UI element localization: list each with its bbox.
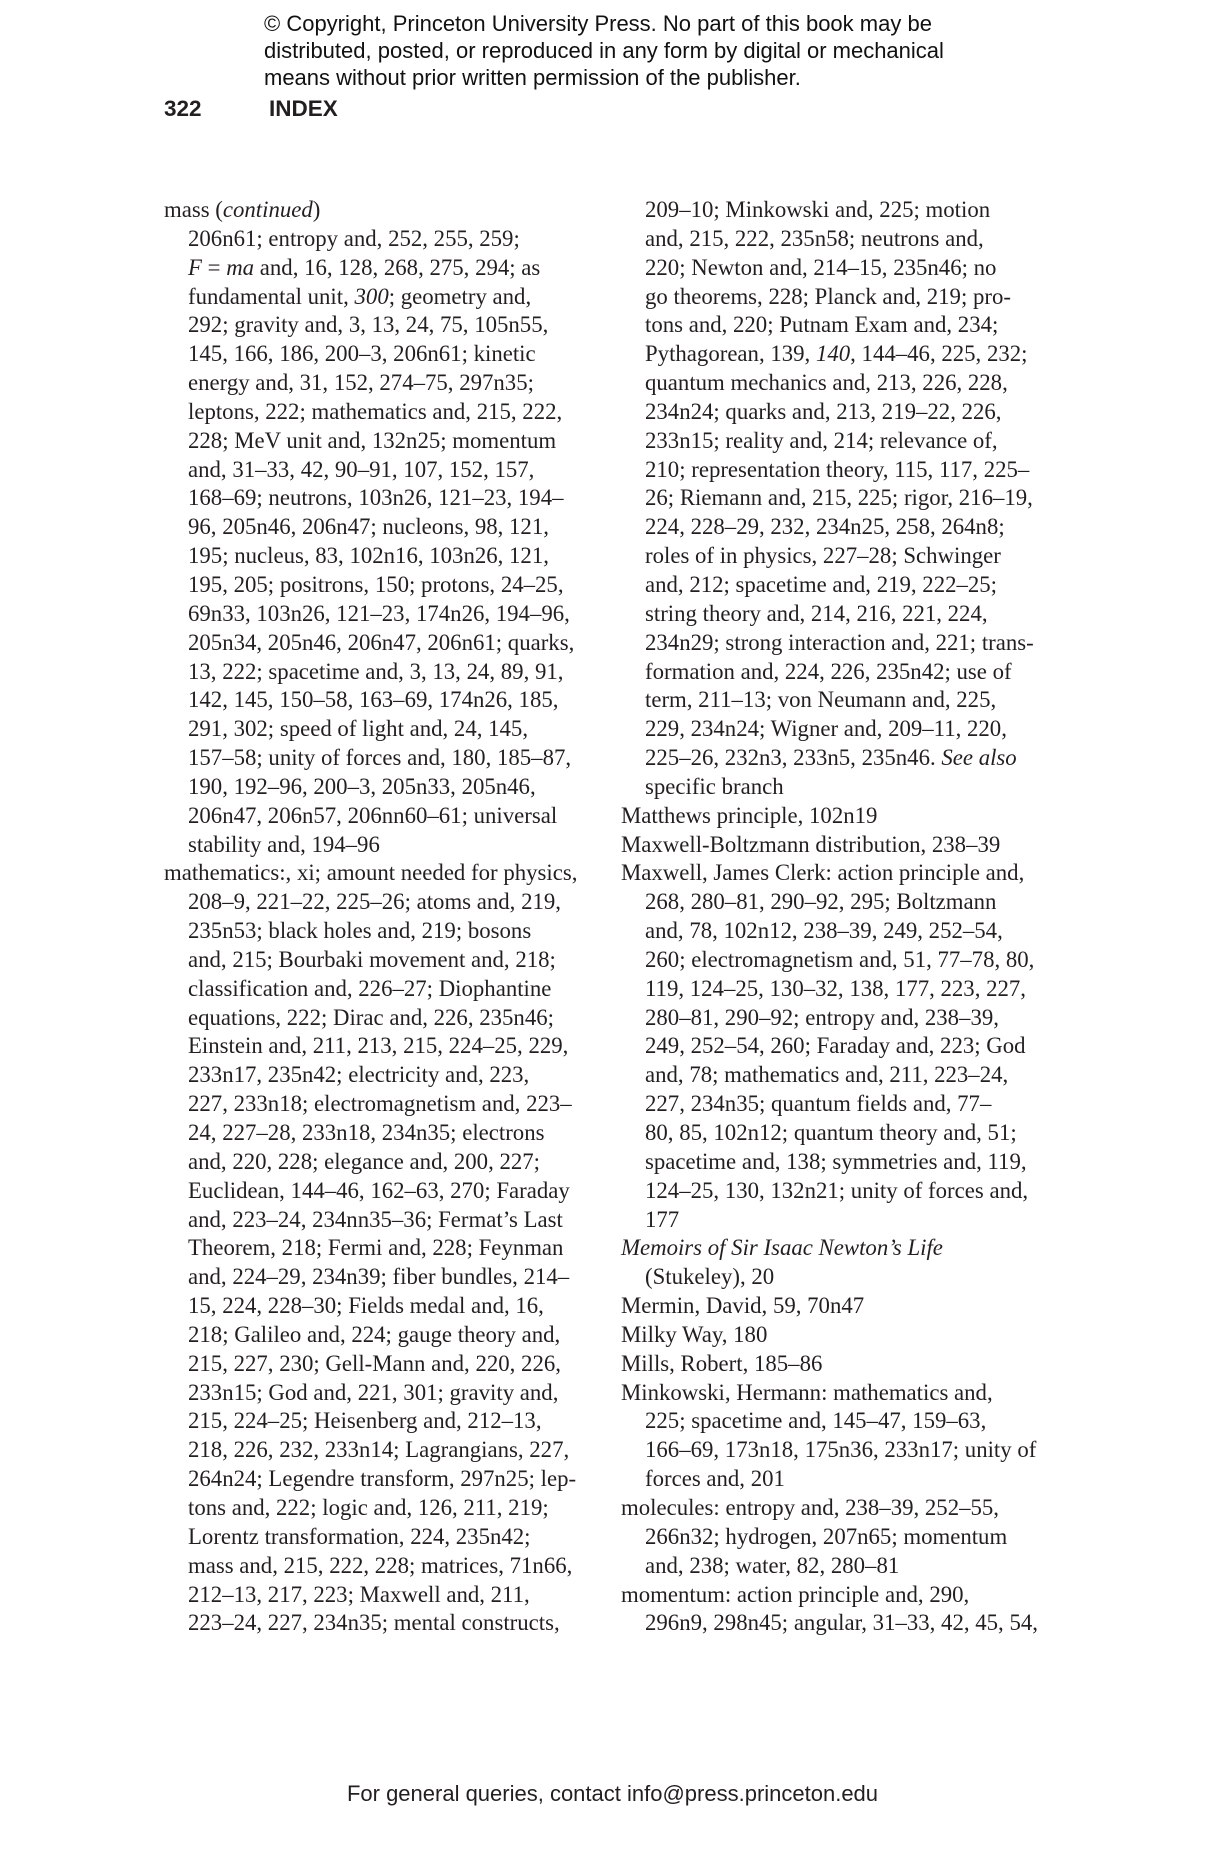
text: Lorentz transformation, 224, 235n42;: [188, 1523, 531, 1549]
text: 234n24; quarks and, 213, 219–22, 226,: [645, 398, 1002, 424]
index-subentry-line: [621, 975, 1061, 1004]
index-subentry-line: [164, 225, 604, 254]
text: formation and, 224, 226, 235n42; use of: [645, 658, 1012, 684]
index-subentry-line: [621, 1032, 1061, 1061]
index-subentry-line: [164, 456, 604, 485]
index-subentry-line: [621, 1119, 1061, 1148]
index-subentry-line: [621, 1609, 1061, 1638]
text: 233n15; God and, 221, 301; gravity and,: [188, 1379, 559, 1405]
text: and, 78, 102n12, 238–39, 249, 252–54,: [645, 918, 1003, 944]
text: (Stukeley), 20: [645, 1264, 775, 1290]
text: 210; representation theory, 115, 117, 225–: [645, 456, 1030, 482]
text: 224, 228–29, 232, 234n25, 258, 264n8;: [645, 514, 1005, 540]
text: 195, 205; positrons, 150; protons, 24–25,: [188, 571, 564, 597]
index-subentry-line: [621, 946, 1061, 975]
text: and, 215, 222, 235n58; neutrons and,: [645, 225, 984, 251]
index-subentry-line: [621, 340, 1061, 369]
text: Mermin, David, 59, 70n47: [621, 1293, 865, 1319]
copyright-line: distributed, posted, or reproduced in any form by digital or mechanical: [264, 38, 944, 63]
index-subentry-line: [164, 1494, 604, 1523]
text: 291, 302; speed of light and, 24, 145,: [188, 716, 529, 742]
text: Maxwell, James Clerk: action principle and,: [621, 860, 1025, 886]
text: 13, 222; spacetime and, 3, 13, 24, 89, 91,: [188, 658, 564, 684]
text: 206n61; entropy and, 252, 255, 259;: [188, 225, 520, 251]
index-entry-line: [621, 1494, 1061, 1523]
text: specific branch: [645, 773, 784, 799]
index-subentry-line: [164, 917, 604, 946]
text: 215, 227, 230; Gell-Mann and, 220, 226,: [188, 1350, 561, 1376]
index-subentry-line: [164, 542, 604, 571]
index-subentry-line: [164, 831, 604, 860]
text: mass and, 215, 222, 228; matrices, 71n66,: [188, 1552, 573, 1578]
index-entry-line: [621, 1350, 1061, 1379]
italic-text: continued: [222, 197, 313, 222]
index-subentry-line: [621, 542, 1061, 571]
index-subentry-line: [164, 888, 604, 917]
text: 228; MeV unit and, 132n25; momentum: [188, 427, 557, 453]
text: and, 238; water, 82, 280–81: [645, 1552, 900, 1578]
index-subentry-line: [164, 1609, 604, 1638]
text: Theorem, 218; Fermi and, 228; Feynman: [188, 1235, 564, 1261]
running-header: [164, 96, 338, 122]
italic-text: F: [188, 254, 202, 280]
text: 124–25, 130, 132n21; unity of forces and,: [645, 1177, 1029, 1203]
index-subentry-line: [621, 427, 1061, 456]
index-subentry-line: [164, 1004, 604, 1033]
index-subentry-line: [164, 686, 604, 715]
index-subentry-line: [621, 1436, 1061, 1465]
text: and, 220, 228; elegance and, 200, 227;: [188, 1148, 540, 1174]
index-entry-line: [621, 1234, 1061, 1263]
index-subentry-line: [621, 1552, 1061, 1581]
index-entry-line: [621, 859, 1061, 888]
index-subentry-line: [621, 1523, 1061, 1552]
text: 260; electromagnetism and, 51, 77–78, 80,: [645, 946, 1035, 972]
index-subentry-line: [164, 1263, 604, 1292]
index-subentry-line: [164, 1581, 604, 1610]
text: Maxwell-Boltzmann distribution, 238–39: [621, 831, 1001, 857]
index-subentry-line: [621, 254, 1061, 283]
index-entry-line: [621, 1581, 1061, 1610]
text: 212–13, 217, 223; Maxwell and, 211,: [188, 1581, 530, 1607]
index-subentry-line: [621, 513, 1061, 542]
text: leptons, 222; mathematics and, 215, 222,: [188, 398, 563, 424]
index-subentry-line: [621, 1407, 1061, 1436]
text: 142, 145, 150–58, 163–69, 174n26, 185,: [188, 687, 559, 713]
italic-text: 300: [354, 283, 389, 309]
index-subentry-line: [621, 600, 1061, 629]
copyright-line: © Copyright, Princeton University Press. No part of this book may be: [264, 11, 932, 36]
index-subentry-line: [164, 1177, 604, 1206]
text: 209–10; Minkowski and, 225; motion: [645, 197, 991, 222]
text: and, 215; Bourbaki movement and, 218;: [188, 946, 556, 972]
text: 15, 224, 228–30; Fields medal and, 16,: [188, 1293, 544, 1319]
text: classification and, 226–27; Diophantine: [188, 975, 552, 1001]
text: 177: [645, 1206, 680, 1232]
text: 218, 226, 232, 233n14; Lagrangians, 227,: [188, 1437, 570, 1463]
index-subentry-line: [164, 946, 604, 975]
text: 227, 233n18; electromagnetism and, 223–: [188, 1091, 572, 1117]
index-subentry-line: [164, 398, 604, 427]
index-subentry-line: [621, 1263, 1061, 1292]
index-subentry-line: [621, 1061, 1061, 1090]
index-subentry-line: [164, 629, 604, 658]
section-title: INDEX: [269, 96, 338, 121]
index-subentry-line: [164, 254, 604, 283]
index-subentry-line: [164, 1379, 604, 1408]
index-subentry-line: [621, 283, 1061, 312]
index-subentry-line: [164, 513, 604, 542]
text: Minkowski, Hermann: mathematics and,: [621, 1379, 993, 1405]
index-subentry-line: [621, 196, 1061, 225]
index-subentry-line: [164, 340, 604, 369]
index-subentry-line: [621, 1090, 1061, 1119]
index-subentry-line: [621, 715, 1061, 744]
index-subentry-line: [164, 1148, 604, 1177]
text: 223–24, 227, 234n35; mental constructs,: [188, 1610, 560, 1636]
index-subentry-line: [164, 744, 604, 773]
italic-text: 140: [815, 341, 851, 367]
text: 168–69; neutrons, 103n26, 121–23, 194–: [188, 485, 564, 511]
index-subentry-line: [621, 888, 1061, 917]
text: tons and, 222; logic and, 126, 211, 219;: [188, 1494, 549, 1520]
text: 69n33, 103n26, 121–23, 174n26, 194–96,: [188, 600, 570, 626]
index-subentry-line: [164, 1061, 604, 1090]
text: Euclidean, 144–46, 162–63, 270; Faraday: [188, 1177, 570, 1203]
index-subentry-line: [621, 658, 1061, 687]
text: 24, 227–28, 233n18, 234n35; electrons: [188, 1120, 545, 1145]
index-subentry-line: [621, 225, 1061, 254]
index-subentry-line: [164, 311, 604, 340]
index-subentry-line: [164, 369, 604, 398]
index-subentry-line: [621, 1465, 1061, 1494]
index-entry-line: [621, 1292, 1061, 1321]
italic-text: Memoirs of Sir Isaac Newton’s Life: [621, 1235, 943, 1261]
index-subentry-line: [164, 600, 604, 629]
text: 26; Riemann and, 215, 225; rigor, 216–19,: [645, 485, 1033, 511]
text: =: [201, 254, 227, 280]
text: 292; gravity and, 3, 13, 24, 75, 105n55,: [188, 312, 549, 338]
page-number: 322: [164, 96, 202, 121]
index-subentry-line: [621, 456, 1061, 485]
text: 233n17, 235n42; electricity and, 223,: [188, 1062, 530, 1088]
text: 195; nucleus, 83, 102n16, 103n26, 121,: [188, 543, 549, 569]
text: and, 224–29, 234n39; fiber bundles, 214–: [188, 1264, 570, 1290]
index-subentry-line: [164, 1234, 604, 1263]
index-entry-line: [621, 831, 1061, 860]
text: 249, 252–54, 260; Faraday and, 223; God: [645, 1033, 1026, 1059]
index-subentry-line: [621, 744, 1061, 773]
italic-text: ma: [226, 254, 255, 280]
index-entry-line: [164, 196, 604, 225]
index-subentry-line: [621, 629, 1061, 658]
text: go theorems, 228; Planck and, 219; pro-: [645, 283, 1011, 309]
text: forces and, 201: [645, 1466, 785, 1492]
index-entry-line: [621, 1321, 1061, 1350]
copyright-notice: [264, 10, 1024, 91]
index-subentry-line: [164, 1292, 604, 1321]
text: 166–69, 173n18, 175n36, 233n17; unity of: [645, 1437, 1037, 1463]
index-subentry-line: [621, 773, 1061, 802]
text: string theory and, 214, 216, 221, 224,: [645, 600, 988, 626]
index-subentry-line: [164, 715, 604, 744]
text: Einstein and, 211, 213, 215, 224–25, 229,: [188, 1033, 569, 1059]
text: ): [312, 197, 321, 222]
index-subentry-line: [621, 369, 1061, 398]
index-subentry-line: [164, 1090, 604, 1119]
index-entry-line: [621, 1379, 1061, 1408]
text: mathematics:, xi; amount needed for physics,: [164, 860, 578, 886]
index-subentry-line: [621, 311, 1061, 340]
text: mass (: [164, 197, 223, 222]
index-entry-line: [621, 802, 1061, 831]
footer-contact: For general queries, contact info@press.princeton.edu: [346, 1781, 879, 1806]
text: 205n34, 205n46, 206n47, 206n61; quarks,: [188, 629, 575, 655]
text: and, 31–33, 42, 90–91, 107, 152, 157,: [188, 456, 535, 482]
text: Milky Way, 180: [621, 1321, 768, 1347]
text: 280–81, 290–92; entropy and, 238–39,: [645, 1004, 999, 1030]
index-subentry-line: [621, 917, 1061, 946]
index-subentry-line: [164, 773, 604, 802]
text: 296n9, 298n45; angular, 31–33, 42, 45, 54,: [645, 1610, 1038, 1636]
index-subentry-line: [164, 283, 604, 312]
text: stability and, 194–96: [188, 831, 380, 857]
index-subentry-line: [164, 1321, 604, 1350]
index-subentry-line: [621, 484, 1061, 513]
text: spacetime and, 138; symmetries and, 119,: [645, 1148, 1027, 1174]
index-subentry-line: [164, 1407, 604, 1436]
text: 225–26, 232n3, 233n5, 235n46.: [645, 745, 942, 771]
text: 264n24; Legendre transform, 297n25; lep-: [188, 1466, 577, 1492]
text: and, 223–24, 234nn35–36; Fermat’s Last: [188, 1206, 563, 1232]
index-column-right: [621, 196, 1061, 1638]
index-subentry-line: [164, 427, 604, 456]
text: , 144–46, 225, 232;: [850, 341, 1028, 367]
text: Pythagorean, 139,: [645, 341, 816, 367]
text: 227, 234n35; quantum fields and, 77–: [645, 1091, 992, 1117]
text: 268, 280–81, 290–92, 295; Boltzmann: [645, 889, 997, 915]
text: 208–9, 221–22, 225–26; atoms and, 219,: [188, 889, 561, 915]
index-subentry-line: [621, 1004, 1061, 1033]
text: 233n15; reality and, 214; relevance of,: [645, 427, 998, 453]
text: quantum mechanics and, 213, 226, 228,: [645, 370, 1008, 396]
text: term, 211–13; von Neumann and, 225,: [645, 687, 997, 713]
index-subentry-line: [164, 1552, 604, 1581]
text: and, 212; spacetime and, 219, 222–25;: [645, 571, 998, 597]
text: 206n47, 206n57, 206nn60–61; universal: [188, 802, 558, 828]
index-subentry-line: [621, 571, 1061, 600]
text: 225; spacetime and, 145–47, 159–63,: [645, 1408, 987, 1434]
text: Mills, Robert, 185–86: [621, 1350, 823, 1376]
text: 235n53; black holes and, 219; bosons: [188, 918, 532, 944]
text: fundamental unit,: [188, 283, 355, 309]
text: and, 78; mathematics and, 211, 223–24,: [645, 1062, 1009, 1088]
text: energy and, 31, 152, 274–75, 297n35;: [188, 370, 534, 396]
index-column-left: [164, 196, 604, 1638]
text: roles of in physics, 227–28; Schwinger: [645, 543, 1001, 569]
text: 215, 224–25; Heisenberg and, 212–13,: [188, 1408, 542, 1434]
index-subentry-line: [621, 1206, 1061, 1235]
text: equations, 222; Dirac and, 226, 235n46;: [188, 1004, 554, 1030]
text: momentum: action principle and, 290,: [621, 1581, 970, 1607]
index-subentry-line: [164, 1523, 604, 1552]
index-subentry-line: [621, 686, 1061, 715]
text: 96, 205n46, 206n47; nucleons, 98, 121,: [188, 514, 549, 540]
text: 218; Galileo and, 224; gauge theory and,: [188, 1321, 561, 1347]
index-subentry-line: [164, 1436, 604, 1465]
index-subentry-line: [164, 571, 604, 600]
index-subentry-line: [164, 1119, 604, 1148]
index-subentry-line: [164, 1350, 604, 1379]
index-subentry-line: [164, 1465, 604, 1494]
index-subentry-line: [164, 1032, 604, 1061]
index-subentry-line: [621, 1148, 1061, 1177]
text: molecules: entropy and, 238–39, 252–55,: [621, 1494, 999, 1520]
text: tons and, 220; Putnam Exam and, 234;: [645, 312, 999, 338]
text: 157–58; unity of forces and, 180, 185–87,: [188, 745, 572, 771]
text: Matthews principle, 102n19: [621, 802, 878, 828]
index-entry-line: [164, 859, 604, 888]
text: 229, 234n24; Wigner and, 209–11, 220,: [645, 716, 1007, 742]
text: ; geometry and,: [388, 283, 532, 309]
text: 190, 192–96, 200–3, 205n33, 205n46,: [188, 773, 536, 799]
italic-text: See also: [941, 745, 1017, 771]
text: 80, 85, 102n12; quantum theory and, 51;: [645, 1120, 1017, 1145]
index-subentry-line: [621, 398, 1061, 427]
index-subentry-line: [164, 1206, 604, 1235]
index-subentry-line: [164, 802, 604, 831]
text: 220; Newton and, 214–15, 235n46; no: [645, 254, 997, 280]
text: and, 16, 128, 268, 275, 294; as: [254, 254, 541, 280]
index-subentry-line: [621, 1177, 1061, 1206]
index-subentry-line: [164, 484, 604, 513]
index-subentry-line: [164, 975, 604, 1004]
text: 234n29; strong interaction and, 221; trans-: [645, 629, 1034, 655]
copyright-line: means without prior written permission of the publisher.: [264, 65, 801, 90]
index-subentry-line: [164, 658, 604, 687]
text: 266n32; hydrogen, 207n65; momentum: [645, 1523, 1008, 1549]
text: 145, 166, 186, 200–3, 206n61; kinetic: [188, 341, 536, 367]
text: 119, 124–25, 130–32, 138, 177, 223, 227,: [645, 975, 1027, 1001]
